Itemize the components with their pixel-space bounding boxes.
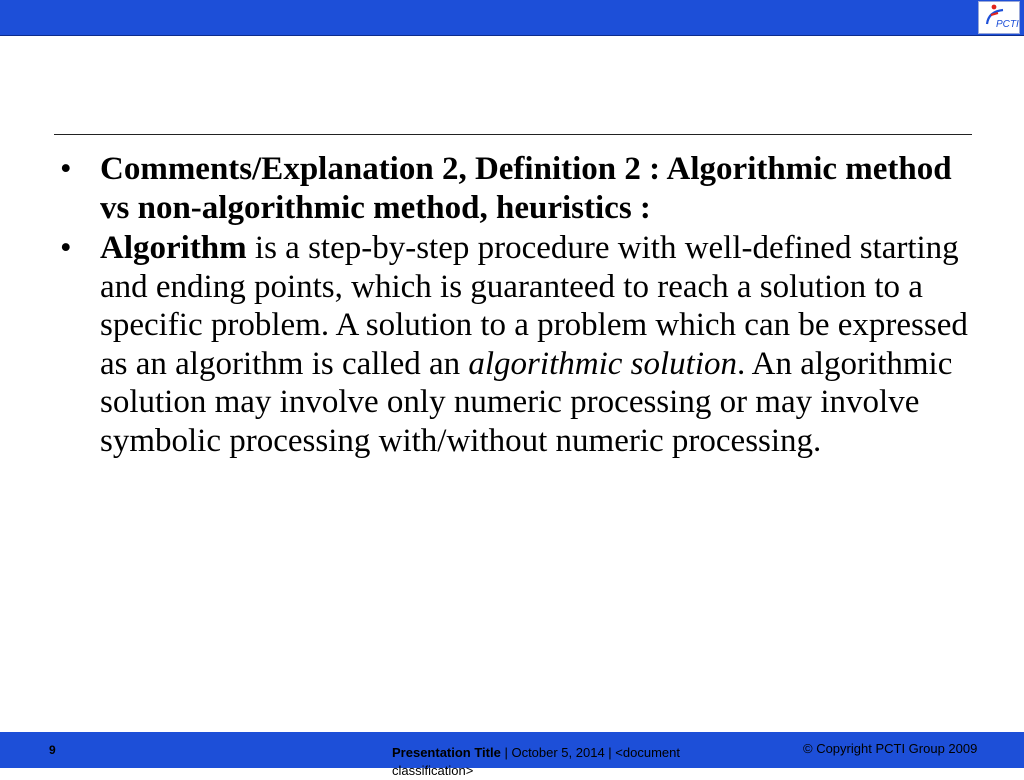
bullet-heading: Comments/Explanation 2, Definition 2 : Algorithmic method vs non-algorithmic method, heuristics : xyxy=(100,151,952,226)
bullet-item-algorithm xyxy=(58,229,968,460)
footer-date-classification: October 5, 2014 | <document classification> xyxy=(392,745,680,778)
footer-separator: | xyxy=(500,745,512,760)
header-bar xyxy=(0,0,1024,36)
footer-info xyxy=(392,744,752,780)
algorithm-term: Algorithm xyxy=(100,230,247,266)
bullet-item-comments xyxy=(58,150,968,227)
logo-text: PCTI xyxy=(996,19,1019,30)
page-number: 9 xyxy=(49,743,56,757)
algorithm-definition: is a step-by-step procedure with well-defined starting and ending points, which is guaranteed to reach a solution to a specific problem. A solution to a problem which can be expressed as an algorithm is called an xyxy=(100,230,968,382)
bullet-dot: • xyxy=(60,230,72,266)
algorithm-definition-continued: . An algorithmic solution may involve only numeric processing or may involve symbolic processing with/without numeric processing. xyxy=(100,345,953,459)
presentation-title: Presentation Title xyxy=(392,745,501,760)
pcti-logo-icon xyxy=(979,2,1019,33)
copyright-notice: © Copyright PCTI Group 2009 xyxy=(803,741,978,756)
slide-body xyxy=(58,150,968,462)
algorithmic-solution-term: algorithmic solution xyxy=(468,345,737,382)
title-divider xyxy=(54,134,972,135)
footer-bar xyxy=(0,732,1024,778)
logo-head xyxy=(992,5,997,10)
bullet-dot: • xyxy=(60,151,72,187)
pcti-logo xyxy=(978,1,1020,34)
